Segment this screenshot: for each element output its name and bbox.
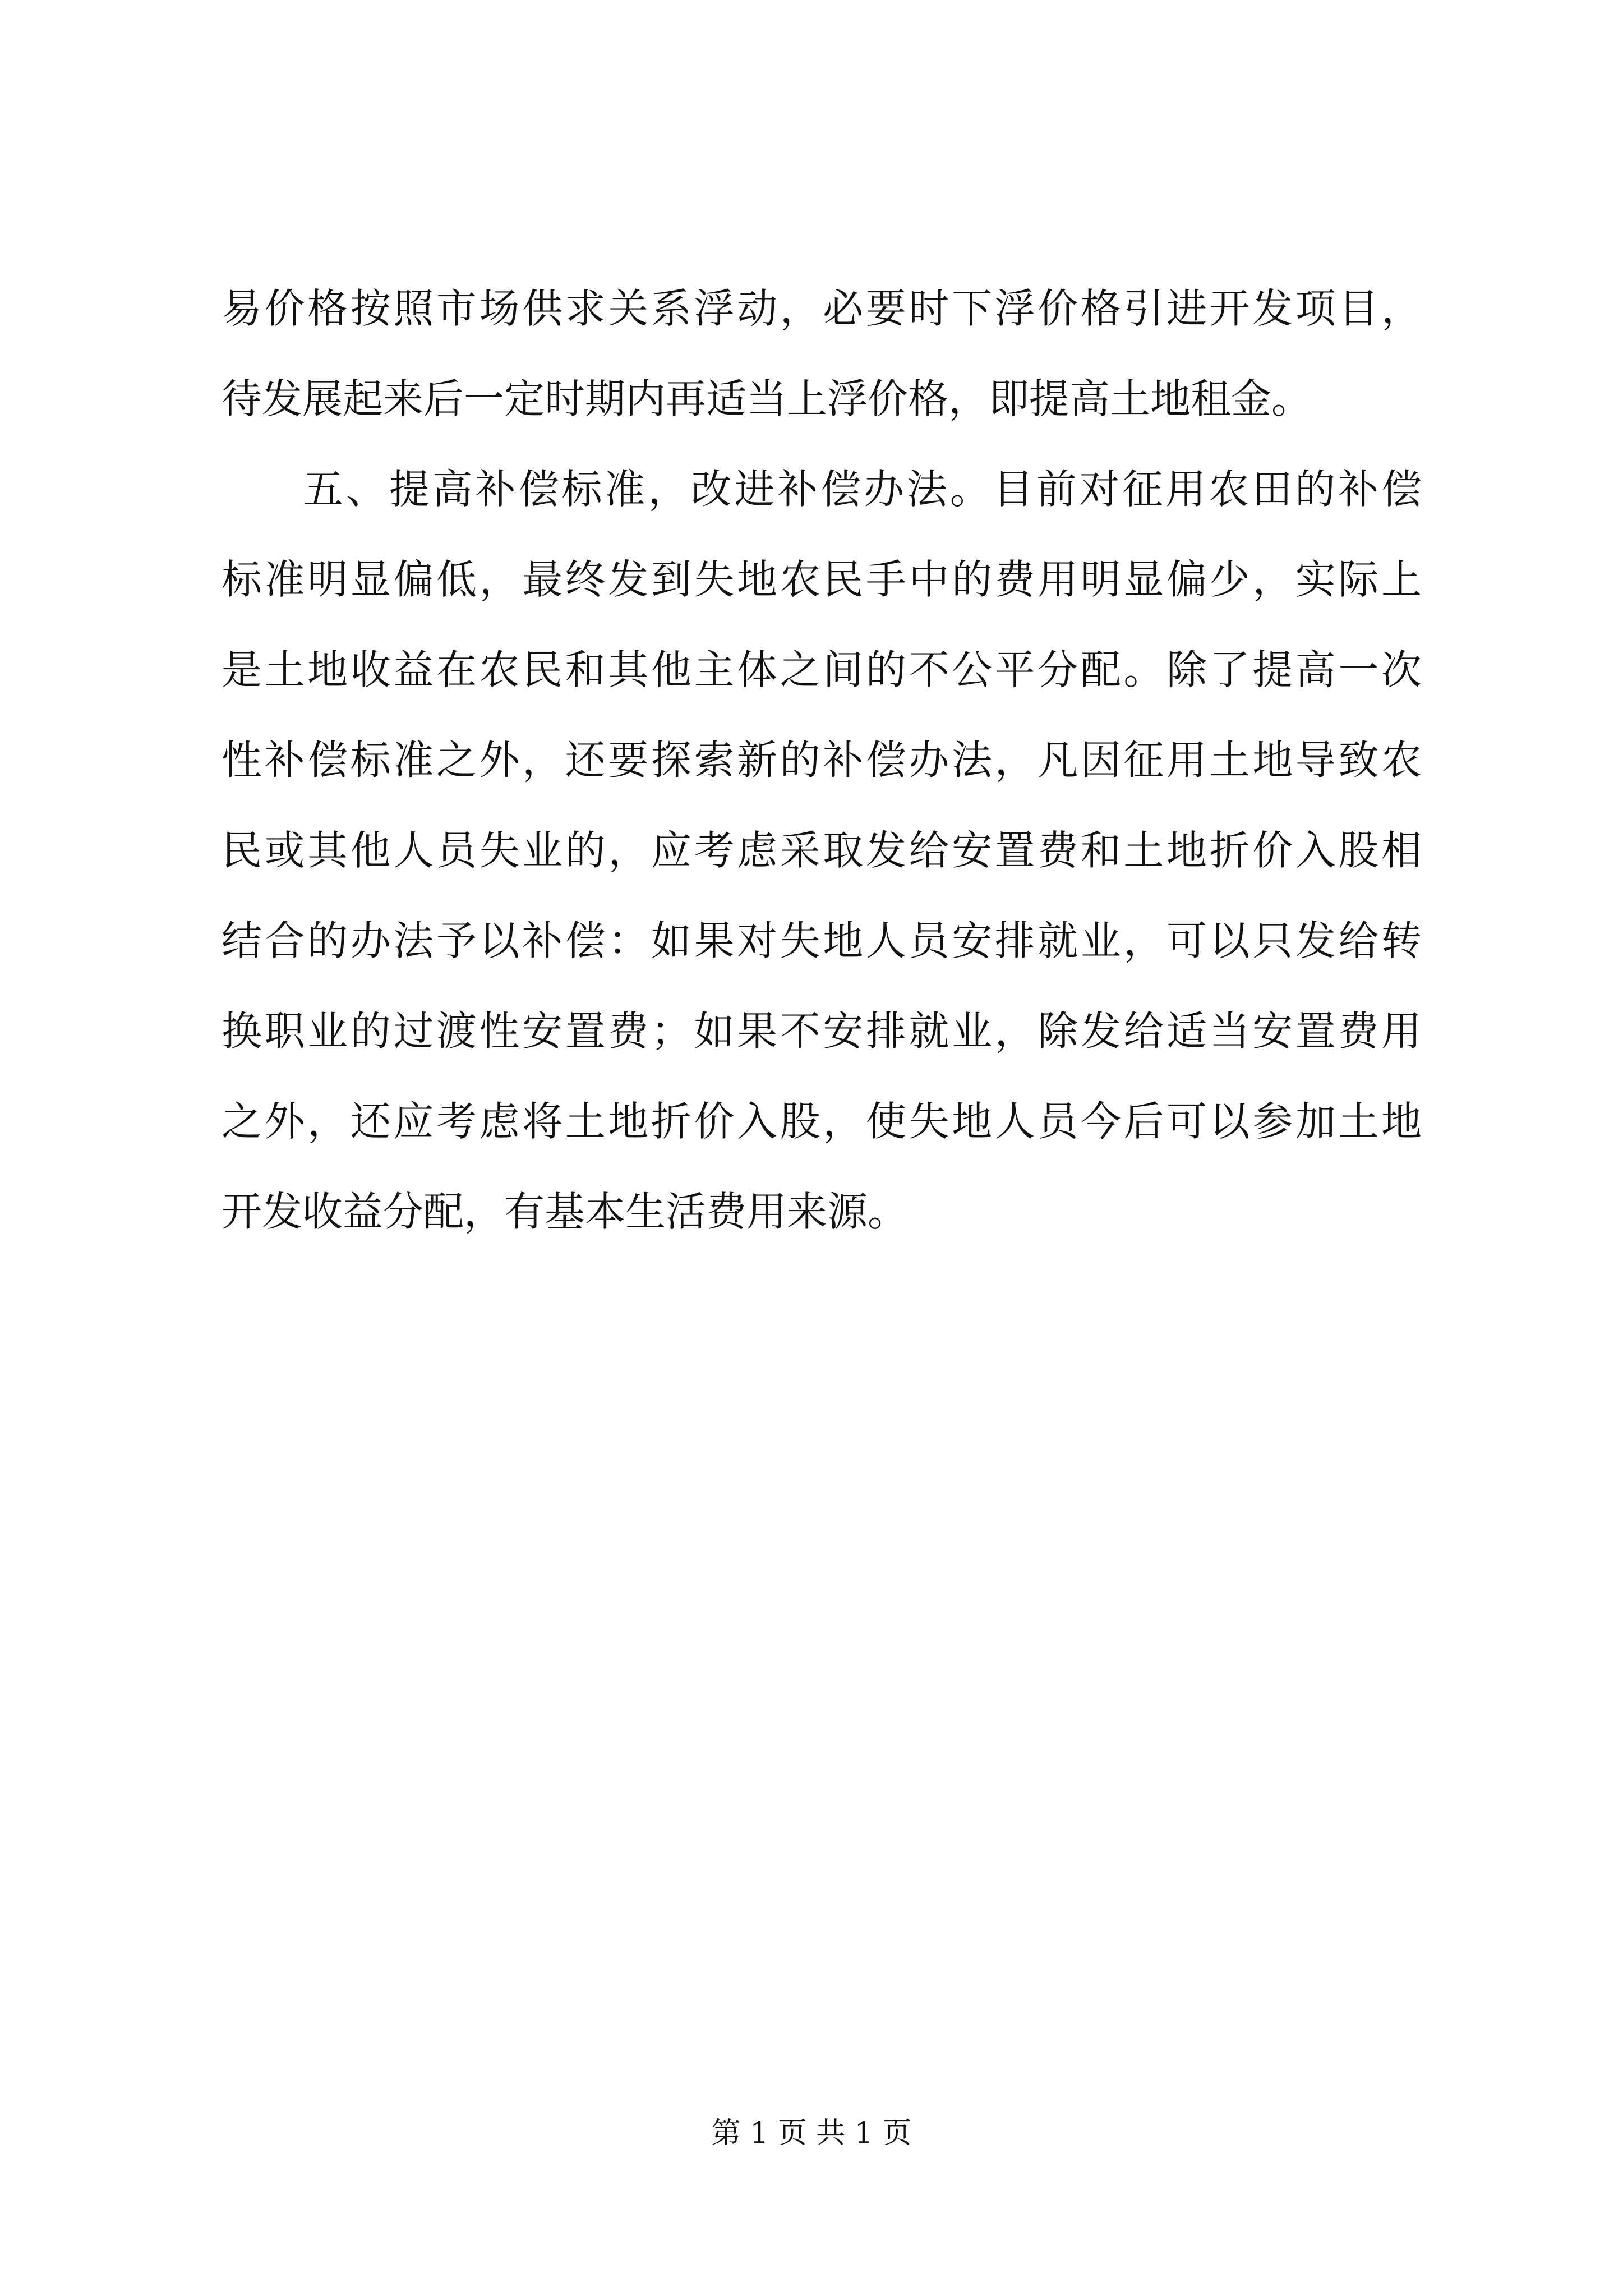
text-line: 易价格按照市场供求关系浮动，必要时下浮价格引进开发项目， — [222, 285, 1422, 332]
text-line: 待发展起来后一定时期内再适当上浮价格，即提高土地租金。 — [222, 375, 1312, 422]
text-line: 标准明显偏低，最终发到失地农民手中的费用明显偏少，实际上 — [222, 556, 1422, 603]
text-line: 之外，还应考虑将土地折价入股，使失地人员今后可以参加土地 — [222, 1098, 1422, 1145]
text-line: 开发收益分配，有基本生活费用来源。 — [222, 1188, 909, 1235]
paragraph-start-line: 五、提高补偿标准，改进补偿办法。目前对征用农田的补偿 — [303, 466, 1422, 513]
text-line: 民或其他人员失业的，应考虑采取发给安置费和土地折价入股相 — [222, 827, 1422, 874]
text-line: 结合的办法予以补偿：如果对失地人员安排就业，可以只发给转 — [222, 917, 1422, 964]
page-number-footer: 第 1 页 共 1 页 — [711, 2116, 912, 2150]
body-text — [222, 264, 1422, 1257]
text-line: 性补偿标准之外，还要探索新的补偿办法，凡因征用土地导致农 — [222, 737, 1422, 784]
text-line: 是土地收益在农民和其他主体之间的不公平分配。除了提高一次 — [222, 646, 1422, 693]
text-line: 换职业的过渡性安置费；如果不安排就业，除发给适当安置费用 — [222, 1007, 1422, 1055]
